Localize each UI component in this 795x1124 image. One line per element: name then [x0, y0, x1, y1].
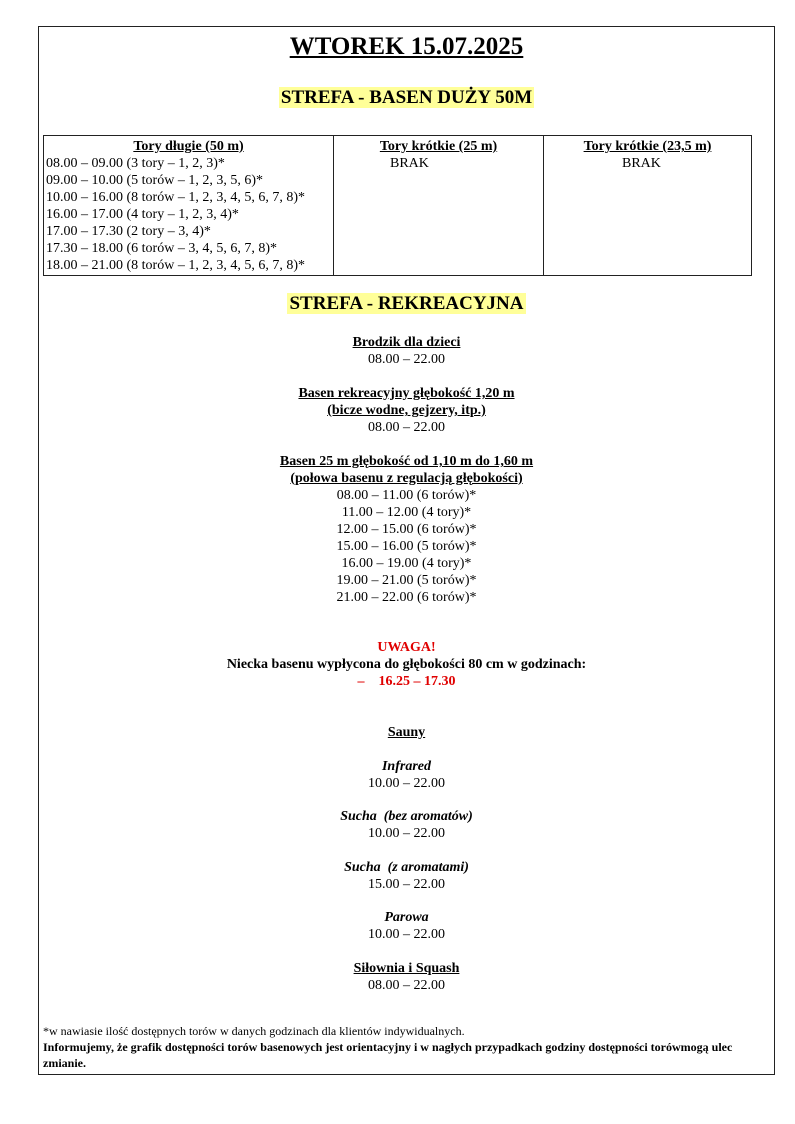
short-lanes-25-value: BRAK	[390, 156, 429, 171]
sauna-hours: 10.00 – 22.00	[368, 826, 445, 841]
short-lanes-25-cell	[334, 136, 544, 276]
sauna-name: Sucha (bez aromatów)	[340, 809, 473, 824]
schedule-frame	[38, 26, 775, 1075]
notice-text: Niecka basenu wypłycona do głębokości 80 cm w godzinach:	[226, 657, 587, 672]
pool25-title: Basen 25 m głębokość od 1,10 m do 1,60 m	[279, 454, 534, 469]
long-lane-row: 17.00 – 17.30 (2 tory – 3, 4)*	[46, 224, 211, 239]
zone-rec-title: STREFA - REKREACYJNA	[289, 293, 524, 314]
sauna-name: Sucha (z aromatami)	[344, 860, 469, 875]
sauna-item	[39, 859, 774, 893]
pool25-row: 11.00 – 12.00 (4 tory)*	[341, 505, 472, 520]
pool25-subtitle: (połowa basenu z regulacją głębokości)	[290, 471, 523, 486]
long-lanes-cell	[44, 136, 334, 276]
sauna-name: Parowa	[384, 910, 429, 925]
rec-pool-title: Basen rekreacyjny głębokość 1,20 m	[298, 386, 515, 401]
sauna-name: Infrared	[381, 759, 431, 774]
rec-pool-hours: 08.00 – 22.00	[368, 420, 445, 435]
sauna-item	[39, 808, 774, 842]
kids-pool-title: Brodzik dla dzieci	[352, 335, 461, 350]
long-lane-row: 16.00 – 17.00 (4 tory – 1, 2, 3, 4)*	[46, 207, 239, 222]
long-lane-row: 08.00 – 09.00 (3 tory – 1, 2, 3)*	[46, 156, 225, 171]
long-lane-row: 18.00 – 21.00 (8 torów – 1, 2, 3, 4, 5, 6, 7, 8)*	[46, 258, 305, 273]
saunas-title-section	[39, 724, 774, 741]
kids-pool-hours: 08.00 – 22.00	[368, 352, 445, 367]
sauna-item	[39, 758, 774, 792]
short-lanes-235-cell	[544, 136, 752, 276]
pool25-row: 12.00 – 15.00 (6 torów)*	[336, 522, 477, 537]
pool25-row: 21.00 – 22.00 (6 torów)*	[336, 590, 477, 605]
short-lanes-235-value: BRAK	[622, 156, 661, 171]
short-lanes-25-header: Tory krótkie (25 m)	[379, 139, 498, 154]
short-lanes-235-header: Tory krótkie (23,5 m)	[583, 139, 712, 154]
notice-label: UWAGA!	[377, 640, 436, 655]
sauna-hours: 15.00 – 22.00	[368, 877, 445, 892]
sauna-hours: 10.00 – 22.00	[368, 776, 445, 791]
rec-pool-section	[39, 385, 774, 436]
pool25-row: 16.00 – 19.00 (4 tory)*	[341, 556, 472, 571]
footer	[43, 1023, 766, 1071]
gym-section	[39, 960, 774, 994]
kids-pool-section	[39, 334, 774, 368]
sauna-item	[39, 909, 774, 943]
lanes-table	[43, 135, 752, 276]
rec-pool-subtitle: (bicze wodne, gejzery, itp.)	[327, 403, 486, 418]
pool25-row: 08.00 – 11.00 (6 torów)*	[336, 488, 477, 503]
long-lane-row: 09.00 – 10.00 (5 torów – 1, 2, 3, 5, 6)*	[46, 173, 263, 188]
saunas-title: Sauny	[387, 725, 426, 740]
footer-note: *w nawiasie ilość dostępnych torów w danych godzinach dla klientów indywidualnych.	[43, 1024, 465, 1038]
pool25-row: 15.00 – 16.00 (5 torów)*	[336, 539, 477, 554]
gym-title: Siłownia i Squash	[353, 961, 460, 976]
long-lanes-header: Tory długie (50 m)	[133, 139, 244, 154]
zone-big-pool-title: STREFA - BASEN DUŻY 50M	[280, 87, 533, 108]
page-title: WTOREK 15.07.2025	[289, 33, 524, 60]
footer-info: Informujemy, że grafik dostępności torów basenowych jest orientacyjny i w nagłych przypadkach godziny dostępności torówmogą ulec zmianie.	[43, 1040, 733, 1070]
pool25-section	[39, 453, 774, 606]
long-lane-row: 10.00 – 16.00 (8 torów – 1, 2, 3, 4, 5, 6, 7, 8)*	[46, 190, 305, 205]
notice-hours: – 16.25 – 17.30	[357, 674, 456, 689]
long-lane-row: 17.30 – 18.00 (6 torów – 3, 4, 5, 6, 7, 8)*	[46, 241, 277, 256]
pool25-row: 19.00 – 21.00 (5 torów)*	[336, 573, 477, 588]
notice-section	[39, 639, 774, 690]
gym-hours: 08.00 – 22.00	[368, 978, 445, 993]
sauna-hours: 10.00 – 22.00	[368, 927, 445, 942]
